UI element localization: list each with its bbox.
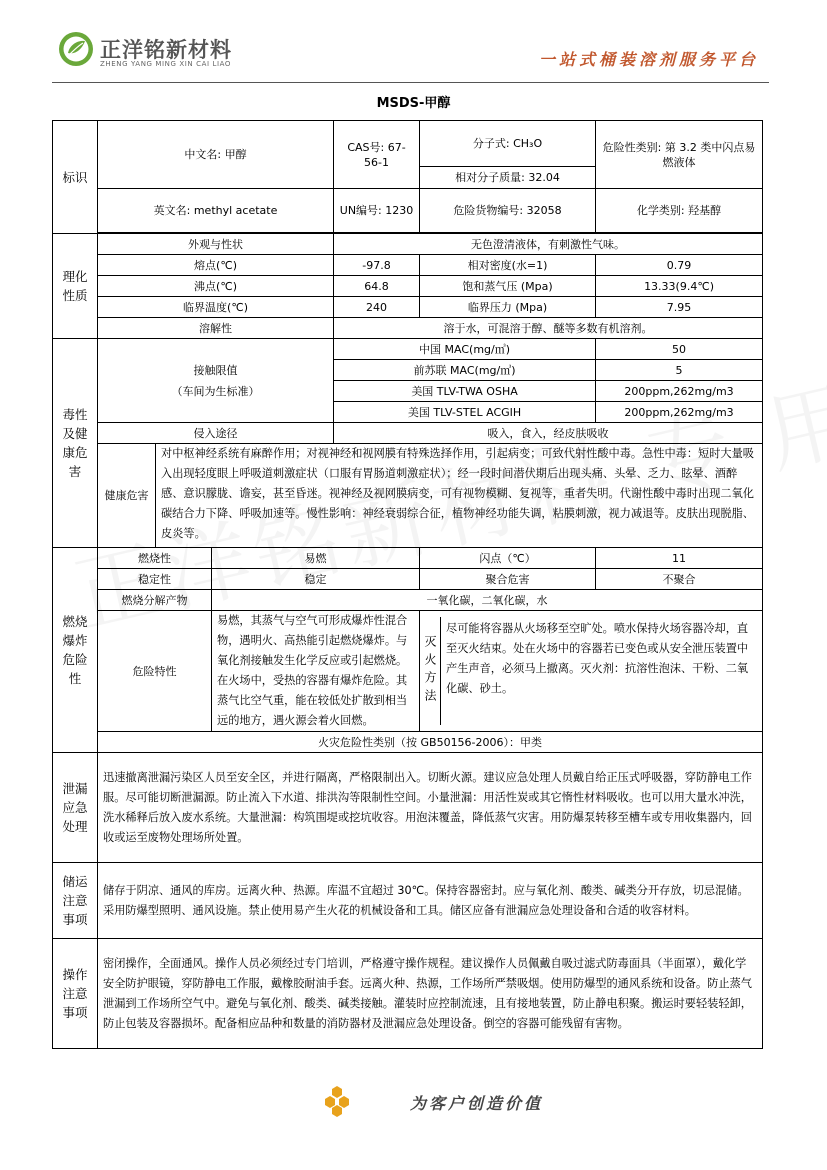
molecular-formula: 分子式: CH₃O <box>420 121 596 167</box>
section-operation-label: 操作注意事项 <box>53 939 98 1049</box>
section-leak-label: 泄漏应急处理 <box>53 753 98 863</box>
melting-point-label: 熔点(℃) <box>98 255 334 276</box>
section-physchem-label: 理化性质 <box>53 234 98 339</box>
critical-pressure-value: 7.95 <box>596 297 763 318</box>
molecular-weight: 相对分子质量: 32.04 <box>420 167 596 189</box>
flash-point-value: 11 <box>596 548 763 569</box>
danger-property-label: 危险特性 <box>98 611 212 732</box>
hazard-category: 危险性类别: 第 3.2 类中闪点易燃液体 <box>596 121 763 189</box>
decomposition-value: 一氧化碳，二氧化碳，水 <box>212 590 763 611</box>
contact-limit-label: 接触限值 <box>193 363 238 377</box>
flash-point-label: 闪点（℃） <box>420 548 596 569</box>
header-slogan: 一站式桶装溶剂服务平台 <box>538 50 759 69</box>
vapor-pressure-value: 13.33(9.4℃) <box>596 276 763 297</box>
flammability-label: 燃烧性 <box>98 548 212 569</box>
extinguish-cell <box>420 611 763 732</box>
flammability-value: 易燃 <box>212 548 420 569</box>
leak-text: 迅速撤离泄漏污染区人员至安全区，并进行隔离，严格限制出入。切断火源。建议应急处理人员戴自给正压式呼吸器，穿防静电工作服。尽可能切断泄漏源。防止流入下水道、排洪沟等限制性空间。小量泄漏：用活性炭或其它惰性材料吸收。也可以用大量水冲洗，洗水稀释后放入废水系统。大量泄漏：构筑围堤或挖坑收容。用泡沫覆盖，降低蒸气灾害。用防爆泵转移至槽车或专用收集器内，回收或运至废物处理场所处置。 <box>98 753 763 863</box>
limit-value: 200ppm,262mg/m3 <box>596 402 763 423</box>
section-fire-label: 燃烧爆炸危险性 <box>53 548 98 753</box>
limit-name: 美国 TLV-STEL ACGIH <box>334 402 596 423</box>
logo-chinese-name: 正洋铭新材料 <box>100 38 232 62</box>
chinese-name: 中文名: 甲醇 <box>98 121 334 189</box>
chemical-class: 化学类别: 羟基醇 <box>596 189 763 233</box>
boiling-point-value: 64.8 <box>334 276 420 297</box>
danger-property-text: 易燃，其蒸气与空气可形成爆炸性混合物，遇明火、高热能引起燃烧爆炸。与氧化剂接触发生化学反应或引起燃烧。在火场中，受热的容器有爆炸危险。其蒸气比空气重，能在较低处扩散到相当远的地方，遇火源会着火回燃。 <box>212 611 420 732</box>
stability-label: 稳定性 <box>98 569 212 590</box>
limit-value: 5 <box>596 360 763 381</box>
document-title: MSDS-甲醇 <box>376 96 451 111</box>
decomposition-label: 燃烧分解产物 <box>98 590 212 611</box>
boiling-point-label: 沸点(℃) <box>98 276 334 297</box>
logo-english-name: ZHENG YANG MING XIN CAI LIAO <box>100 60 231 68</box>
appearance-label: 外观与性状 <box>98 234 334 255</box>
limit-name: 中国 MAC(mg/㎥) <box>334 339 596 360</box>
operation-text: 密闭操作，全面通风。操作人员必须经过专门培训，严格遵守操作规程。建议操作人员佩戴自吸过滤式防毒面具（半面罩），戴化学安全防护眼镜，穿防静电工作服，戴橡胶耐油手套。远离火种、热源，工作场所严禁吸烟。使用防爆型的通风系统和设备。防止蒸气泄漏到工作场所空气中。避免与氧化剂、酸类、碱类接触。灌装时应控制流速，且有接地装置，防止静电积聚。搬运时要轻装轻卸，防止包装及容器损坏。配备相应品种和数量的消防器材及泄漏应急处理设备。倒空的容器可能残留有害物。 <box>98 939 763 1049</box>
polymerization-value: 不聚合 <box>596 569 763 590</box>
solubility-label: 溶解性 <box>98 318 334 339</box>
relative-density-value: 0.79 <box>596 255 763 276</box>
route-value: 吸入，食入，经皮肤吸收 <box>334 423 763 444</box>
critical-temp-label: 临界温度(℃) <box>98 297 334 318</box>
honeycomb-icon <box>320 1084 354 1118</box>
page-header <box>0 0 827 86</box>
limit-name: 美国 TLV-TWA OSHA <box>334 381 596 402</box>
cas-number: CAS号: 67-56-1 <box>334 121 420 189</box>
polymerization-label: 聚合危害 <box>420 569 596 590</box>
un-number: UN编号: 1230 <box>334 189 420 233</box>
health-hazard-text: 对中枢神经系统有麻醉作用；对视神经和视网膜有特殊选择作用，引起病变；可致代射性酸中毒。急性中毒：短时大量吸入出现轻度眼上呼吸道刺激症状（口服有胃肠道刺激症状）；经一段时间潜伏期后出现头痛、头晕、乏力、眩晕、酒醉感、意识朦胧、谵妄，甚至昏迷。视神经及视网膜病变，可有视物模糊、复视等，重者失明。代谢性酸中毒时出现二氧化碳结合力下降、呼吸加速等。慢性影响：神经衰弱综合征，植物神经功能失调，粘膜刺激，视力减退等。皮肤出现脱脂、皮炎等。 <box>156 444 763 548</box>
company-logo <box>58 31 258 75</box>
melting-point-value: -97.8 <box>334 255 420 276</box>
section-identification-label: 标识 <box>53 121 98 234</box>
section-toxicity-label: 毒性及健康危害 <box>53 339 98 548</box>
logo-leaf-icon <box>58 31 94 67</box>
critical-pressure-label: 临界压力 (Mpa) <box>420 297 596 318</box>
extinguish-label: 灭火方法 <box>420 617 441 725</box>
vapor-pressure-label: 饱和蒸气压 (Mpa) <box>420 276 596 297</box>
msds-table <box>52 120 763 1049</box>
footer-slogan: 为客户创造价值 <box>410 1094 544 1113</box>
storage-text: 储存于阴凉、通风的库房。远离火种、热源。库温不宜超过 30℃。保持容器密封。应与氧化剂、酸类、碱类分开存放，切忌混储。采用防爆型照明、通风设施。禁止使用易产生火花的机械设备和工具。储区应备有泄漏应急处理设备和合适的收容材料。 <box>98 863 763 939</box>
critical-temp-value: 240 <box>334 297 420 318</box>
english-name: 英文名: methyl acetate <box>98 189 334 233</box>
limit-name: 前苏联 MAC(mg/㎥) <box>334 360 596 381</box>
contact-limit-sublabel: （车间为生标准） <box>171 384 260 398</box>
extinguish-text: 尽可能将容器从火场移至空旷处。喷水保持火场容器冷却，直至灭火结束。处在火场中的容器若已变色或从安全泄压装置中产生声音，必须马上撤离。灭火剂：抗溶性泡沫、干粉、二氧化碳、砂土。 <box>446 622 749 695</box>
header-divider <box>52 82 769 83</box>
fire-class: 火灾危险性类别（按 GB50156-2006）：甲类 <box>98 732 763 753</box>
stability-value: 稳定 <box>212 569 420 590</box>
section-storage-label: 储运注意事项 <box>53 863 98 939</box>
appearance-value: 无色澄清液体，有刺激性气味。 <box>334 234 763 255</box>
dangerous-goods-number: 危险货物编号: 32058 <box>420 189 596 233</box>
relative-density-label: 相对密度(水=1) <box>420 255 596 276</box>
health-hazard-label: 健康危害 <box>98 444 156 548</box>
solubility-value: 溶于水，可混溶于醇、醚等多数有机溶剂。 <box>334 318 763 339</box>
page-footer <box>0 1084 827 1124</box>
limit-value: 200ppm,262mg/m3 <box>596 381 763 402</box>
limit-value: 50 <box>596 339 763 360</box>
contact-limit-cell <box>98 339 334 423</box>
route-label: 侵入途径 <box>98 423 334 444</box>
